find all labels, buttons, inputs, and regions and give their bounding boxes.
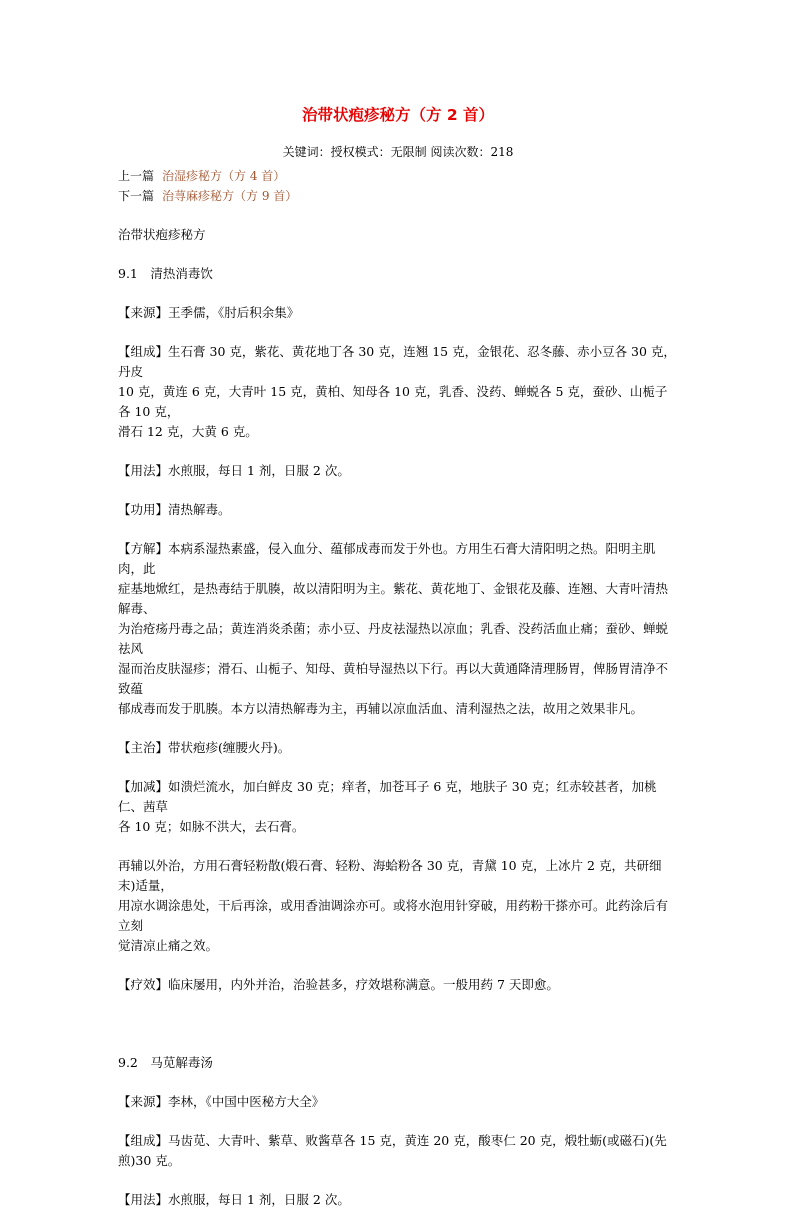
prev-article-row [118,166,678,186]
recipe1-indication: 【主治】带状疱疹(缠腰火丹)。 [118,740,291,755]
recipe1-result: 【疗效】临床屡用，内外并治，治验甚多，疗效堪称满意。一般用药 7 天即愈。 [118,977,559,992]
recipe1-composition: 【组成】生石膏 30 克，紫花、黄花地丁各 30 克，连翘 15 克，金银花、忍冬藤、赤小豆各 30 克，丹皮 [118,344,676,379]
recipe2-title: 9.2 马苋解毒汤 [118,1055,213,1070]
next-article-row [118,186,678,206]
recipe1-explanation-line5: 郁成毒而发于肌腠。本方以清热解毒为主，再辅以凉血活血、清利湿热之法，故用之效果非凡。 [118,701,644,716]
recipe1-external-line3: 觉清凉止痛之效。 [118,938,219,953]
recipe2-composition: 【组成】马齿苋、大青叶、紫草、败酱草各 15 克，黄连 20 克，酸枣仁 20 克，煅牡蛎(或磁石)(先煎)30 克。 [118,1133,667,1168]
recipe1-external: 再辅以外治，方用石膏轻粉散(煅石膏、轻粉、海蛤粉各 30 克，青黛 10 克，上冰片 2 克，共研细末)适量， [118,858,662,893]
recipe1-explanation-line3: 为治疮疡丹毒之品；黄连消炎杀菌；赤小豆、丹皮祛湿热以凉血；乳香、没药活血止痛；蚕砂、蝉蜕祛风 [118,621,669,656]
prev-label: 上一篇 [118,169,155,183]
recipe1-composition-line2: 10 克，黄连 6 克，大青叶 15 克，黄柏、知母各 10 克，乳香、没药、蝉蜕各 5 克，蚕砂、山栀子各 10 克， [118,384,668,419]
recipe1-explanation: 【方解】本病系湿热素盛，侵入血分、蕴郁成毒而发于外也。方用生石膏大清阳明之热。阳明主肌肉，此 [118,541,656,576]
recipe1-external-line2: 用凉水调涂患处，干后再涂，或用香油调涂亦可。或将水泡用针穿破，用药粉干搽亦可。此药涂后有立刻 [118,898,669,933]
recipe1-title: 9.1 清热消毒饮 [118,266,213,281]
recipe2-source: 【来源】李林，《中国中医秘方大全》 [118,1094,325,1109]
recipe1-modification: 【加减】如溃烂流水，加白鲜皮 30 克；痒者，加苍耳子 6 克，地肤子 30 克；红赤较甚者，加桃仁、茜草 [118,779,657,814]
recipe1-composition-line3: 滑石 12 克，大黄 6 克。 [118,424,258,439]
recipe2-usage: 【用法】水煎服，每日 1 剂，日服 2 次。 [118,1192,350,1207]
recipe1-modification-line2: 各 10 克；如脉不洪大，去石膏。 [118,819,305,834]
next-article-link[interactable]: 治荨麻疹秘方（方 9 首） [162,189,298,203]
page-title: 治带状疱疹秘方（方 2 首） [301,106,495,124]
next-label: 下一篇 [118,189,155,203]
prev-article-link[interactable]: 治湿疹秘方（方 4 首） [162,169,286,183]
recipe1-usage: 【用法】水煎服，每日 1 剂，日服 2 次。 [118,463,350,478]
recipe1-source: 【来源】王季儒，《肘后积余集》 [118,305,300,320]
section-heading: 治带状疱疹秘方 [118,227,206,242]
article-meta: 关键词：授权模式：无限制 阅读次数：218 [282,145,514,159]
document-page [118,104,678,1210]
recipe1-explanation-line2: 症基地焮红，是热毒结于肌腠，故以清阳明为主。紫花、黄花地丁、金银花及藤、连翘、大青叶清热解毒、 [118,581,669,616]
recipe1-explanation-line4: 湿而治皮肤湿疹；滑石、山栀子、知母、黄柏导湿热以下行。再以大黄通降清理肠胃，俾肠胃清净不致蕴 [118,661,669,696]
recipe1-effect: 【功用】清热解毒。 [118,502,231,517]
